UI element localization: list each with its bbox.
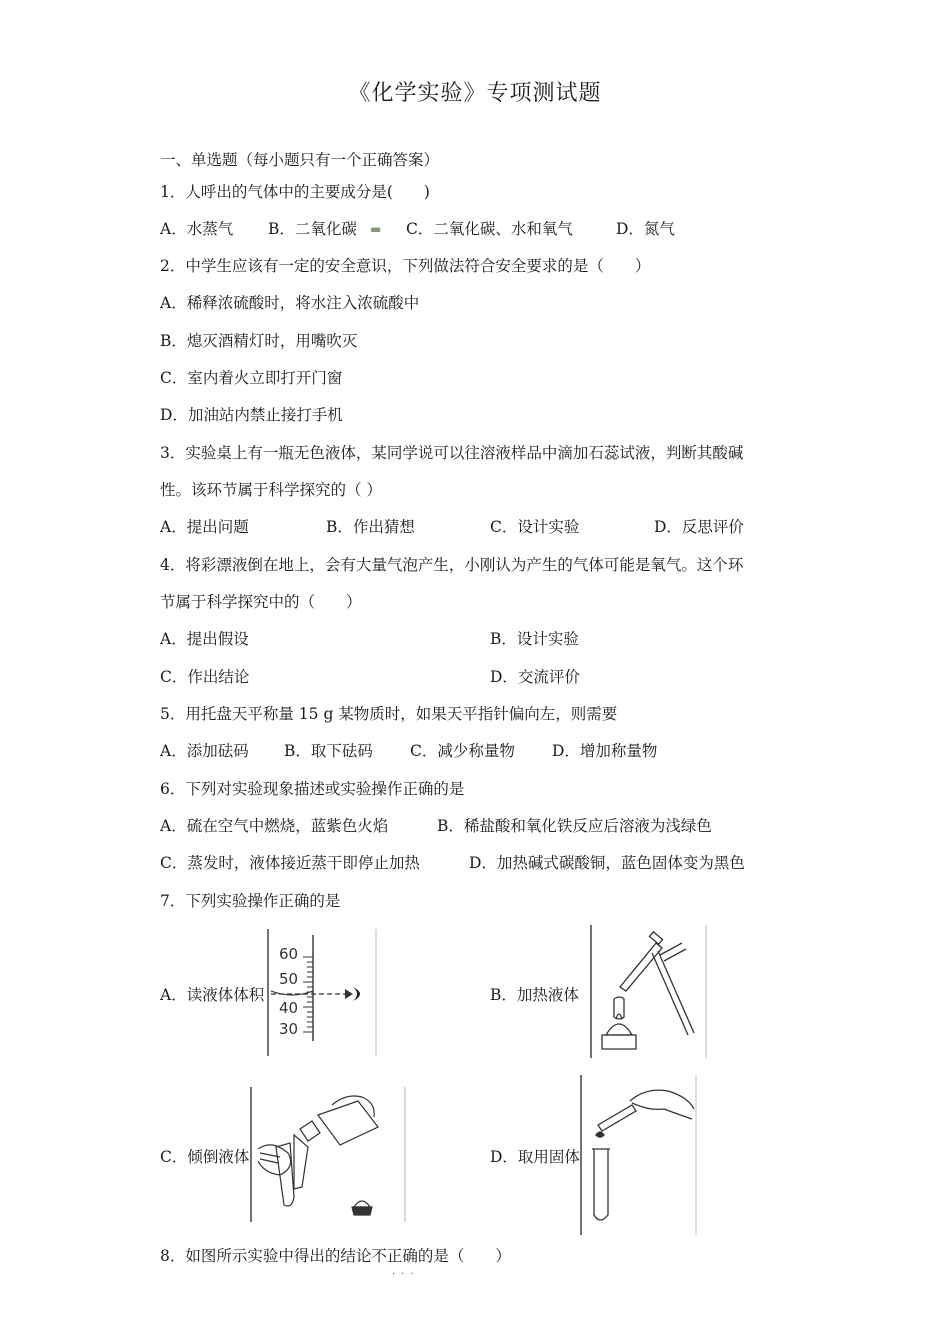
page-marker: ... [392,1266,420,1277]
question-5-options [160,741,860,761]
question-3-options [160,517,860,537]
q4-option-c: C．作出结论 [160,668,250,686]
tick-label-60: 60 [279,945,299,963]
question-5-stem: 5．用托盘天平称量 15 g 某物质时，如果天平指针偏向左，则需要 [160,705,618,723]
question-7-stem: 7．下列实验操作正确的是 [160,892,341,910]
q3-option-a: A．提出问题 [160,518,249,536]
q1-option-d: D．氮气 [616,220,675,238]
q5-option-a: A．添加砝码 [160,742,249,760]
question-6-stem: 6．下列对实验现象描述或实验操作正确的是 [160,780,465,798]
question-8-stem: 8．如图所示实验中得出的结论不正确的是（ ） [160,1247,511,1265]
q2-option-b: B．熄灭酒精灯时，用嘴吹灭 [160,332,358,350]
q3-option-d: D．反思评价 [654,518,744,536]
q5-option-b: B．取下砝码 [284,742,373,760]
q6-option-b: B．稀盐酸和氧化铁反应后溶液为浅绿色 [437,817,712,835]
taking-solid-figure [580,1075,698,1235]
tick-label-40: 40 [279,999,299,1017]
question-1-stem: 1．人呼出的气体中的主要成分是( ) [160,183,430,201]
page-title: 《化学实验》专项测试题 [348,81,602,106]
tick-label-50: 50 [279,970,299,988]
heating-liquid-figure [590,925,708,1058]
q4-option-a: A．提出假设 [160,630,249,648]
graduated-cylinder-figure [267,929,377,1056]
q7-option-c: C．倾倒液体 [160,1148,250,1166]
q5-option-c: C．减少称量物 [410,742,515,760]
section-heading: 一、单选题（每小题只有一个正确答案） [160,151,440,169]
q1-option-c: C．二氧化碳、水和氧气 [406,220,573,238]
q2-option-c: C．室内着火立即打开门窗 [160,369,343,387]
q2-option-a: A．稀释浓硫酸时，将水注入浓硫酸中 [160,294,420,312]
q5-option-d: D．增加称量物 [552,742,658,760]
q7-option-a: A．读液体体积 [160,986,265,1004]
q4-option-d: D．交流评价 [490,668,580,686]
question-1-options [160,219,860,239]
scan-mark: ▬ [370,222,382,236]
question-4-stem-line1: 4．将彩漂液倒在地上，会有大量气泡产生，小刚认为产生的气体可能是氧气。这个环 [160,556,744,574]
question-2-stem: 2．中学生应该有一定的安全意识，下列做法符合安全要求的是（ ） [160,257,651,275]
q1-option-b: B．二氧化碳 [268,220,357,238]
q3-option-c: C．设计实验 [490,518,580,536]
q4-option-b: B．设计实验 [490,630,579,648]
q7-option-d: D．取用固体 [490,1148,580,1166]
q6-option-d: D．加热碱式碳酸铜，蓝色固体变为黑色 [469,854,745,872]
question-3-stem-line2: 性。该环节属于科学探究的（ ） [160,481,382,499]
question-3-stem-line1: 3．实验桌上有一瓶无色液体，某同学说可以往溶液样品中滴加石蕊试液，判断其酸碱 [160,444,744,462]
q1-option-a: A．水蒸气 [160,220,234,238]
tick-label-30: 30 [279,1020,299,1038]
question-4-stem-line2: 节属于科学探究中的（ ） [160,593,362,611]
q6-option-a: A．硫在空气中燃烧，蓝紫色火焰 [160,817,389,835]
q6-option-c: C．蒸发时，液体接近蒸干即停止加热 [160,854,420,872]
q7-option-b: B．加热液体 [490,986,579,1004]
q2-option-d: D．加油站内禁止接打手机 [160,406,343,424]
pouring-liquid-figure [250,1087,407,1222]
q3-option-b: B．作出猜想 [326,518,415,536]
